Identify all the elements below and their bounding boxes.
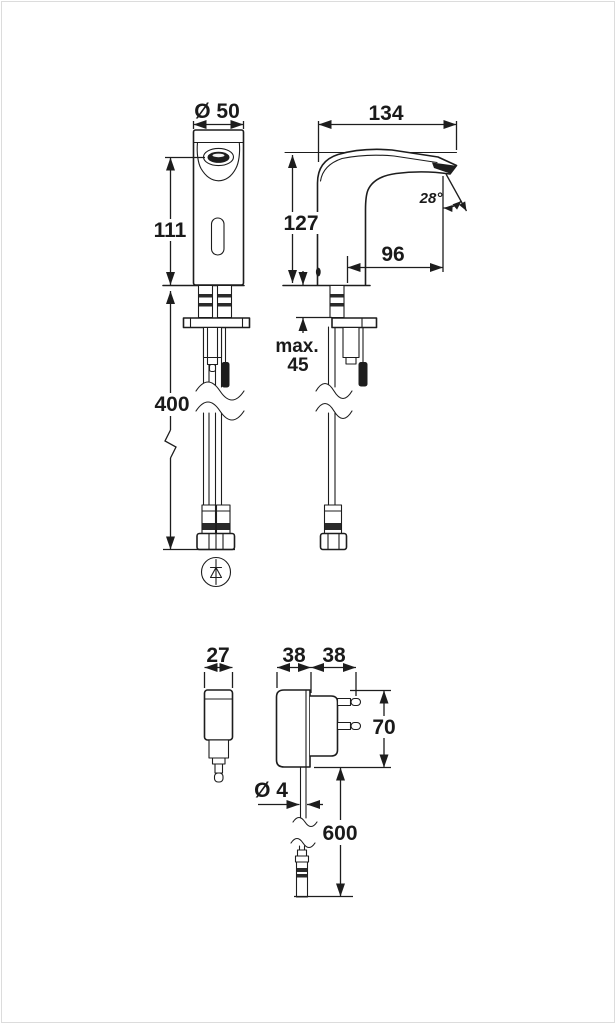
dim-label-adapter-body-depth: 38 xyxy=(282,644,306,667)
power-supply-front-view xyxy=(205,690,233,782)
pipe-break-wave xyxy=(196,382,244,400)
threaded-shanks-front xyxy=(199,286,232,318)
sensor-window xyxy=(212,218,225,255)
mounting-flange-front xyxy=(184,318,250,328)
sensor-cable-side xyxy=(359,328,368,387)
dim-adapter-width xyxy=(205,668,233,689)
fixing-rod-front xyxy=(204,328,222,372)
adapter-front-pin xyxy=(215,764,223,773)
hose-connector-side xyxy=(321,505,347,550)
cable-connector xyxy=(291,839,315,898)
dim-label-adapter-height: 70 xyxy=(372,716,396,739)
dim-label-cable-length: 600 xyxy=(322,822,358,845)
sensor-cable-front xyxy=(222,328,230,388)
check-valve-icon xyxy=(202,558,231,587)
dim-label-total-depth: 134 xyxy=(368,102,404,125)
dim-spray-angle xyxy=(444,174,467,211)
power-supply-front-dimensions xyxy=(205,668,233,689)
dim-label-adapter-plug-depth: 38 xyxy=(322,644,346,667)
adapter-front-neck xyxy=(209,740,229,758)
dim-label-spout-diameter: Ø 50 xyxy=(194,100,240,123)
dim-label-max-thickness-1: max. xyxy=(275,336,319,357)
threaded-shank-side xyxy=(330,286,344,318)
adapter-plug-housing xyxy=(310,696,338,756)
adapter-side-body xyxy=(277,690,311,767)
mounting-flange-side xyxy=(332,318,377,328)
pipe-break-wave xyxy=(316,384,352,399)
cable-break-wave xyxy=(293,818,317,827)
supply-hose-side xyxy=(329,327,336,505)
dim-label-adapter-width: 27 xyxy=(206,644,230,667)
fixing-rod-side xyxy=(343,328,359,365)
faucet-front-view xyxy=(163,130,250,587)
adapter-cable xyxy=(301,767,307,818)
dim-label-spout-reach: 96 xyxy=(381,243,405,266)
adapter-front-body xyxy=(205,690,233,740)
dim-label-spray-angle: 28° xyxy=(419,190,443,207)
dim-label-body-height: 111 xyxy=(153,219,187,242)
power-supply-side-view xyxy=(277,690,361,897)
plug-pins xyxy=(338,699,361,730)
hose-connectors-front xyxy=(197,505,235,550)
dim-label-max-thickness-2: 45 xyxy=(287,355,309,376)
dim-label-spout-height: 127 xyxy=(283,212,319,235)
dim-label-cable-diameter: Ø 4 xyxy=(254,779,288,802)
set-screw-dot xyxy=(316,268,321,277)
dim-label-hose-length: 400 xyxy=(154,393,190,416)
